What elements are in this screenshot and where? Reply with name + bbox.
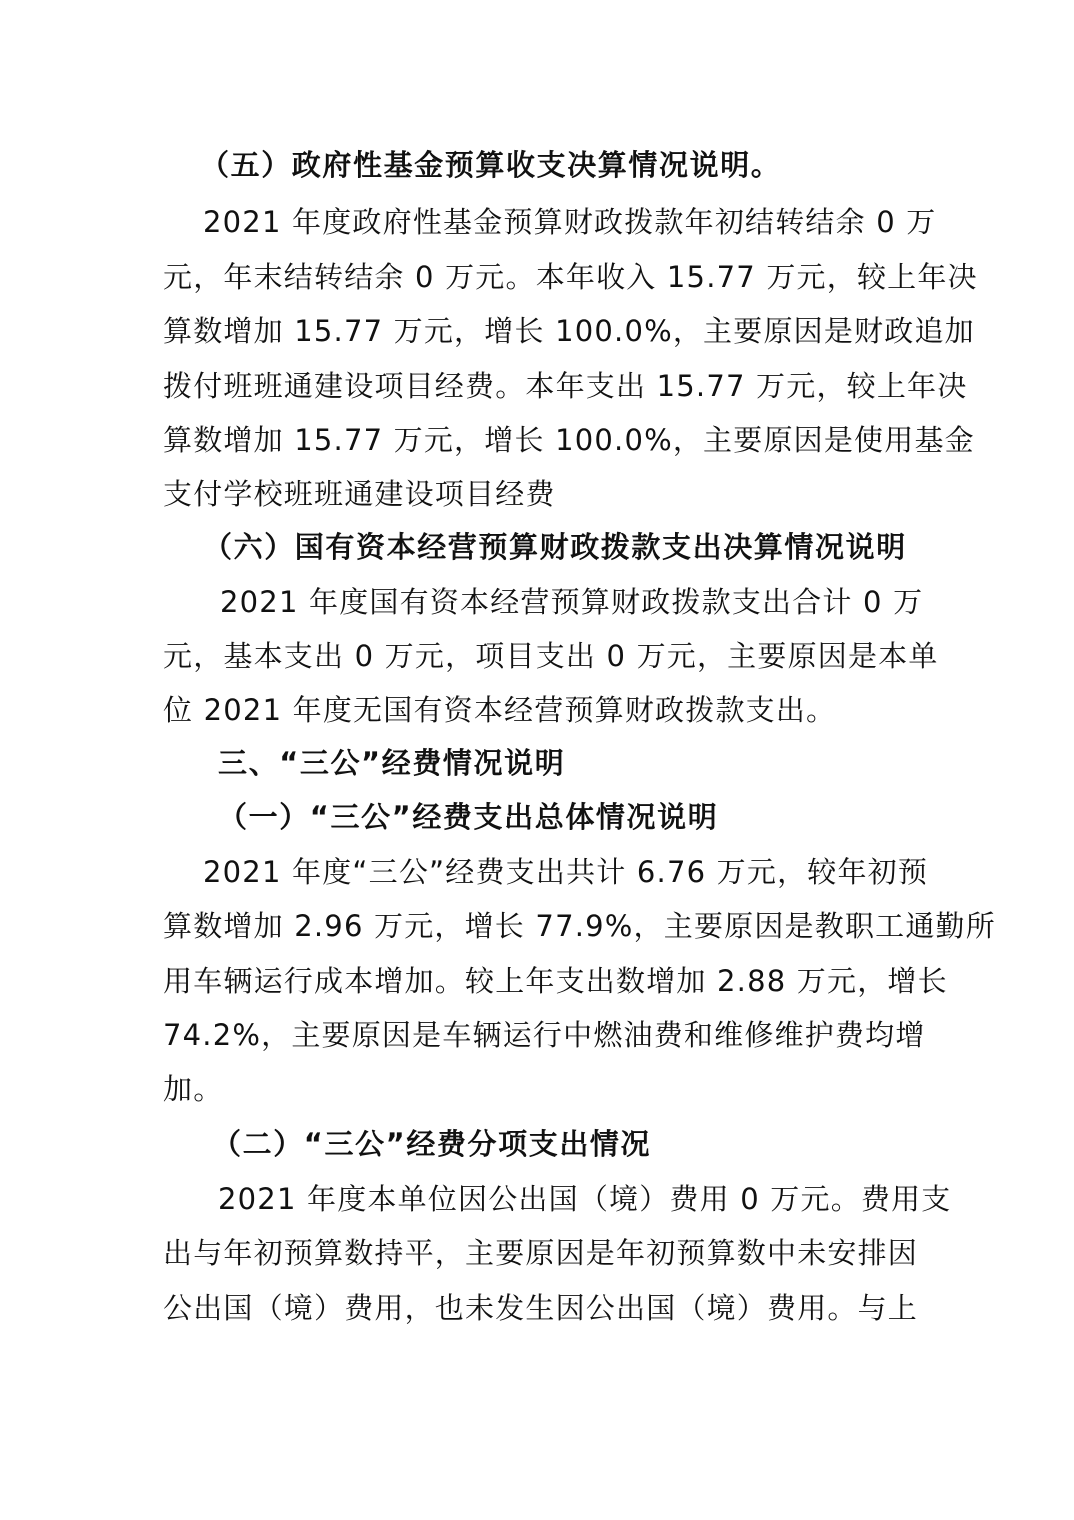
subsection-one-heading: （一）“三公”经费支出总体情况说明 (218, 800, 719, 834)
paragraph-line: 算数增加 2.96 万元，增长 77.9%，主要原因是教职工通勤所 (163, 909, 996, 943)
paragraph-line: 用车辆运行成本增加。较上年支出数增加 2.88 万元，增长 (163, 964, 948, 998)
section-six-heading: （六）国有资本经营预算财政拨款支出决算情况说明 (203, 530, 907, 564)
paragraph-line: 2021 年度政府性基金预算财政拨款年初结转结余 0 万 (203, 205, 937, 239)
paragraph-line: 74.2%，主要原因是车辆运行中燃油费和维修维护费均增 (163, 1018, 926, 1052)
section-five-heading: （五）政府性基金预算收支决算情况说明。 (200, 148, 782, 182)
paragraph-line: 2021 年度本单位因公出国（境）费用 0 万元。费用支 (218, 1182, 952, 1216)
paragraph-line: 拨付班班通建设项目经费。本年支出 15.77 万元，较上年决 (163, 369, 968, 403)
paragraph-line: 算数增加 15.77 万元，增长 100.0%，主要原因是财政追加 (163, 314, 975, 348)
paragraph-line: 2021 年度国有资本经营预算财政拨款支出合计 0 万 (220, 585, 924, 619)
part-three-heading: 三、“三公”经费情况说明 (218, 746, 566, 780)
paragraph-line: 支付学校班班通建设项目经费 (163, 477, 556, 511)
paragraph-line: 元，年末结转结余 0 万元。本年收入 15.77 万元，较上年决 (163, 260, 978, 294)
paragraph-line: 出与年初预算数持平，主要原因是年初预算数中未安排因 (163, 1236, 919, 1270)
paragraph-line: 算数增加 15.77 万元，增长 100.0%，主要原因是使用基金 (163, 423, 975, 457)
paragraph-line: 元，基本支出 0 万元，项目支出 0 万元，主要原因是本单 (163, 639, 939, 673)
paragraph-line: 加。 (163, 1072, 224, 1106)
paragraph-line: 2021 年度“三公”经费支出共计 6.76 万元，较年初预 (203, 855, 929, 889)
subsection-two-heading: （二）“三公”经费分项支出情况 (212, 1127, 652, 1161)
paragraph-line: 公出国（境）费用，也未发生因公出国（境）费用。与上 (163, 1291, 919, 1325)
paragraph-line: 位 2021 年度无国有资本经营预算财政拨款支出。 (163, 693, 837, 727)
